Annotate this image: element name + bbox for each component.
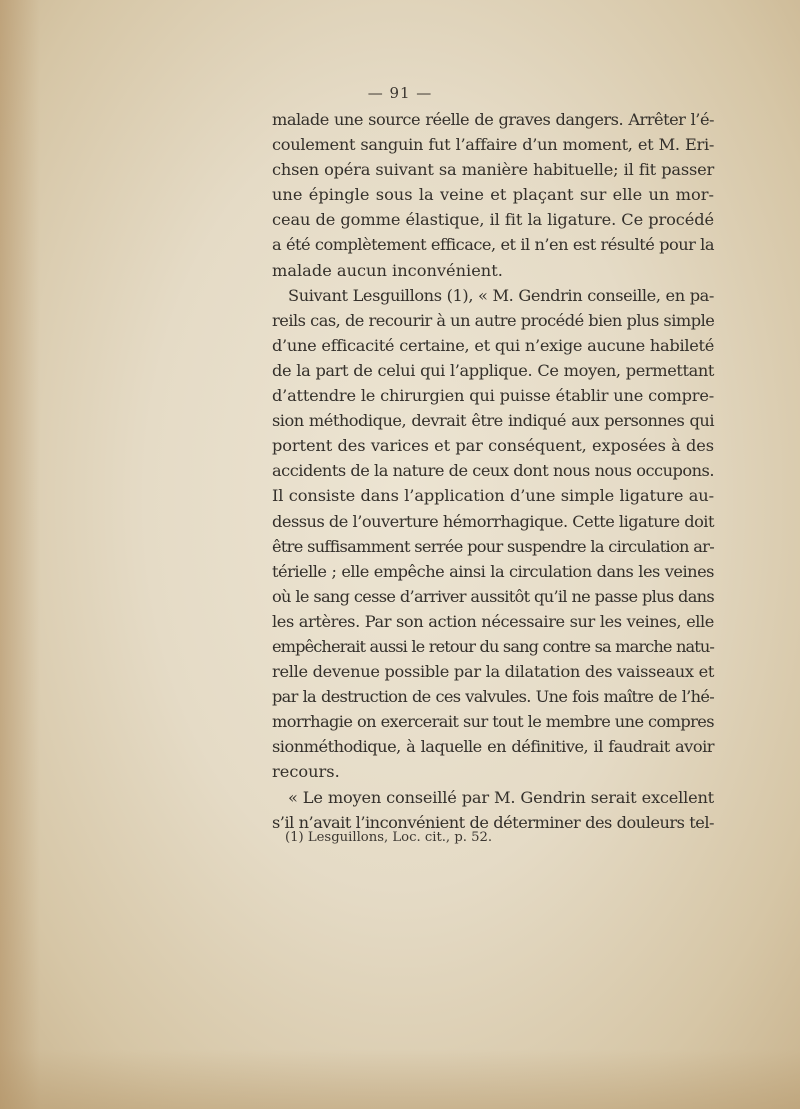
text-line: térielle ; elle empêche ainsi la circulation dans les veines xyxy=(272,561,714,581)
text-line: d’une efficacité certaine, et qui n’exige aucune habileté xyxy=(272,335,714,355)
text-line: a été complètement efficace, et il n’en est résulté pour la xyxy=(272,235,714,255)
text-line: sionméthodique, à laquelle en définitive, il faudrait avoir xyxy=(272,737,714,757)
text-line: relle devenue possible par la dilatation des vaisseaux et xyxy=(272,662,715,682)
text-line: malade une source réelle de graves dangers. Arrêter l’é- xyxy=(272,110,714,129)
text-line: Il consiste dans l’application d’une simple ligature au- xyxy=(272,486,714,506)
body-text xyxy=(272,107,714,835)
page-number: — 91 — xyxy=(367,84,433,102)
footnote: (1) Lesguillons, Loc. cit., p. 52. xyxy=(285,830,493,845)
text-line: une épingle sous la veine et plaçant sur elle un mor- xyxy=(272,185,714,205)
text-line: s’il n’avait l’inconvénient de déterminer des douleurs tel- xyxy=(272,812,714,832)
text-line: de la part de celui qui l’applique. Ce moyen, permettant xyxy=(272,360,714,380)
text-line: ceau de gomme élastique, il fit la ligature. Ce procédé xyxy=(272,210,714,230)
text-line: être suffisamment serrée pour suspendre la circulation ar- xyxy=(272,536,714,556)
text-line: Suivant Lesguillons (1), « M. Gendrin conseille, en pa- xyxy=(288,285,714,305)
text-line: accidents de la nature de ceux dont nous nous occupons. xyxy=(272,461,714,481)
text-line: morrhagie on exercerait sur tout le membre une compres xyxy=(272,712,714,732)
text-line: malade aucun inconvénient. xyxy=(272,260,503,280)
page-edge-shadow xyxy=(0,0,40,1109)
text-line: où le sang cesse d’arriver aussitôt qu’il ne passe plus dans xyxy=(272,586,714,606)
text-line: par la destruction de ces valvules. Une fois maître de l’hé- xyxy=(272,687,714,707)
text-line: recours. xyxy=(272,762,340,782)
text-line: « Le moyen conseillé par M. Gendrin serait excellent xyxy=(288,787,714,807)
text-line: d’attendre le chirurgien qui puisse établir une compre- xyxy=(272,386,714,406)
text-line: empêcherait aussi le retour du sang contre sa marche natu- xyxy=(272,636,714,656)
text-line: chsen opéra suivant sa manière habituelle; il fit passer xyxy=(272,160,714,180)
text-line: coulement sanguin fut l’affaire d’un moment, et M. Eri- xyxy=(272,135,714,155)
text-line: reils cas, de recourir à un autre procédé bien plus simple xyxy=(272,310,715,330)
text-line: portent des varices et par conséquent, exposées à des xyxy=(272,436,714,456)
text-line: les artères. Par son action nécessaire sur les veines, elle xyxy=(272,611,714,631)
page-bottom-shadow xyxy=(0,1049,800,1109)
text-line: sion méthodique, devrait être indiqué aux personnes qui xyxy=(272,411,714,431)
text-line: dessus de l’ouverture hémorrhagique. Cette ligature doit xyxy=(272,511,714,531)
